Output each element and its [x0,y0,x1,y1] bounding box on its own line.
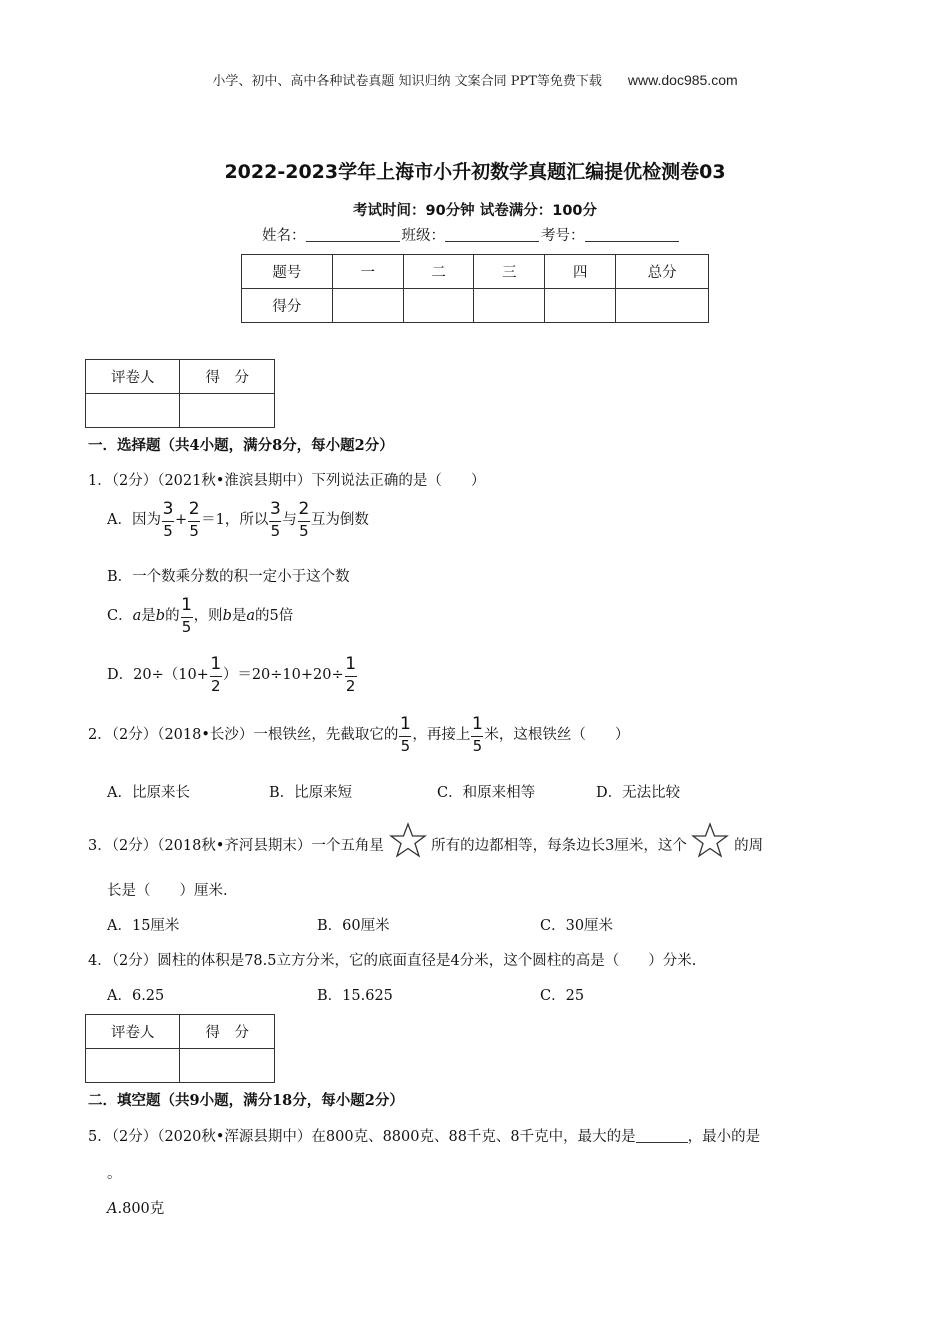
option-text: ）＝20÷10+20÷ [222,667,344,683]
fraction [345,656,357,694]
grader-label: 评卷人 [86,1015,180,1049]
denominator: 5 [299,522,309,540]
question-2-option-d[interactable]: D．无法比较 [596,785,681,801]
class-label: 班级： [401,228,445,244]
denominator: 2 [345,677,356,695]
option-text: .800克 [117,1201,165,1217]
question-2-stem [88,716,629,754]
option-text: D．20÷（10+ [107,667,209,683]
grader-table [85,359,275,428]
fraction [399,716,411,754]
section-heading: 二．填空题（共9小题，满分18分，每小题2分） [88,1092,404,1109]
question-4-option-a[interactable]: A．6.25 [107,988,165,1004]
denominator: 5 [189,522,199,540]
fraction [471,716,483,754]
question-4-option-b[interactable]: B．15.625 [317,988,393,1004]
score-row-label: 得分 [242,289,333,323]
question-4-option-c[interactable]: C．25 [540,988,585,1004]
numerator: 1 [210,654,222,674]
question-text: ，再接上 [412,727,471,743]
denominator: 5 [163,522,173,540]
fraction [181,597,193,635]
option-text: C． [107,608,133,624]
variable: b [222,608,232,624]
question-4-stem: 4．（2分）圆柱的体积是78.5立方分米，它的底面直径是4分米，这个圆柱的高是（ ）分米. [88,953,697,969]
numerator: 1 [399,714,411,734]
option-text: 的 [165,608,180,624]
score-table-header: 二 [403,255,474,289]
grader-cell[interactable] [86,394,180,428]
score-table-header: 三 [474,255,545,289]
section-heading: 一．选择题（共4小题，满分8分，每小题2分） [88,437,394,454]
grader-score-cell[interactable] [180,1049,275,1083]
question-1-option-c[interactable] [107,597,293,635]
question-3-stem [88,822,763,858]
question-text: 2．（2分）（2018•长沙）一根铁丝，先截取它的 [88,727,399,743]
question-3-option-c[interactable]: C．30厘米 [540,918,614,934]
question-1-option-a[interactable] [107,501,369,539]
fraction [269,501,281,539]
option-text: A．因为 [107,512,161,528]
number-field[interactable] [585,227,679,242]
question-text: ，最小的是 [687,1129,761,1145]
score-cell[interactable] [474,289,545,323]
option-text: ，则 [193,608,223,624]
numerator: 1 [471,714,483,734]
score-table [241,254,709,323]
denominator: 5 [270,522,281,540]
denominator: 5 [400,737,411,755]
variable: a [246,608,256,624]
denominator: 5 [181,618,192,636]
option-text: 是 [231,608,247,624]
exam-subtitle: 考试时间：90分钟 试卷满分：100分 [353,203,597,219]
grader-score-label: 得 分 [180,1015,275,1049]
numerator: 3 [162,499,174,519]
question-text: 的周 [734,838,764,854]
denominator: 2 [211,677,221,695]
question-3-line2: 长是（ ）厘米. [107,883,228,899]
student-info-line [262,224,681,245]
fraction [210,656,222,694]
question-text: 5．（2分）（2020秋•浑源县期中）在800克、8800克、88千克、8千克中，最大的是 [88,1129,636,1145]
exam-title: 2022-2023学年上海市小升初数学真题汇编提优检测卷03 [224,161,726,183]
score-table-header: 一 [332,255,403,289]
question-2-option-b[interactable]: B．比原来短 [269,785,353,801]
numerator: 2 [188,499,200,519]
grader-label: 评卷人 [86,360,180,394]
score-table-header: 四 [545,255,616,289]
grader-table [85,1014,275,1083]
question-1-option-b[interactable]: B．一个数乘分数的积一定小于这个数 [107,569,350,585]
star-icon [389,822,427,858]
question-3-option-a[interactable]: A．15厘米 [107,918,180,934]
header-slogan: 小学、初中、高中各种试卷真题 知识归纳 文案合同 PPT等免费下载 [212,74,602,89]
score-cell[interactable] [403,289,474,323]
score-cell[interactable] [332,289,403,323]
option-text: 与 [282,512,297,528]
question-5-stem [88,1125,760,1146]
page-header [0,70,950,89]
question-3-option-b[interactable]: B．60厘米 [317,918,390,934]
grader-score-cell[interactable] [180,394,275,428]
name-label: 姓名： [262,228,306,244]
option-text: + [174,512,188,528]
denominator: 5 [472,737,483,755]
numerator: 2 [298,499,310,519]
numerator: 3 [269,499,281,519]
variable: a [132,608,142,624]
option-text: 是 [141,608,156,624]
question-2-option-c[interactable]: C．和原来相等 [437,785,536,801]
header-url[interactable]: www.doc985.com [627,72,738,88]
grader-score-label: 得 分 [180,360,275,394]
option-text: ＝1，所以 [201,512,269,528]
question-5-line2: 。 [107,1166,122,1182]
name-field[interactable] [306,227,400,242]
answer-blank[interactable] [636,1128,688,1143]
numerator: 1 [181,595,192,615]
numerator: 1 [345,654,357,674]
question-1-stem: 1．（2分）（2021秋•淮滨县期中）下列说法正确的是（ ） [88,473,486,489]
score-table-header: 总分 [616,255,709,289]
number-label: 考号： [541,228,585,244]
question-text: 3．（2分）（2018秋•齐河县期末）一个五角星 [88,838,384,854]
fraction [162,501,174,539]
score-cell[interactable] [545,289,616,323]
question-1-option-d[interactable] [107,656,358,694]
star-icon [691,822,729,858]
option-text: 互为倒数 [310,512,369,528]
question-5-option-a[interactable] [107,1197,164,1218]
question-2-option-a[interactable]: A．比原来长 [107,785,190,801]
fraction [298,501,310,539]
grader-cell[interactable] [86,1049,180,1083]
class-field[interactable] [445,227,539,242]
question-text: 米，这根铁丝（ ） [484,727,630,743]
fraction [188,501,200,539]
option-letter: A [107,1201,118,1217]
score-table-header: 题号 [242,255,333,289]
option-text: 的5倍 [255,608,294,624]
variable: b [155,608,166,624]
score-cell[interactable] [616,289,709,323]
question-text: 所有的边都相等，每条边长3厘米，这个 [431,838,687,854]
